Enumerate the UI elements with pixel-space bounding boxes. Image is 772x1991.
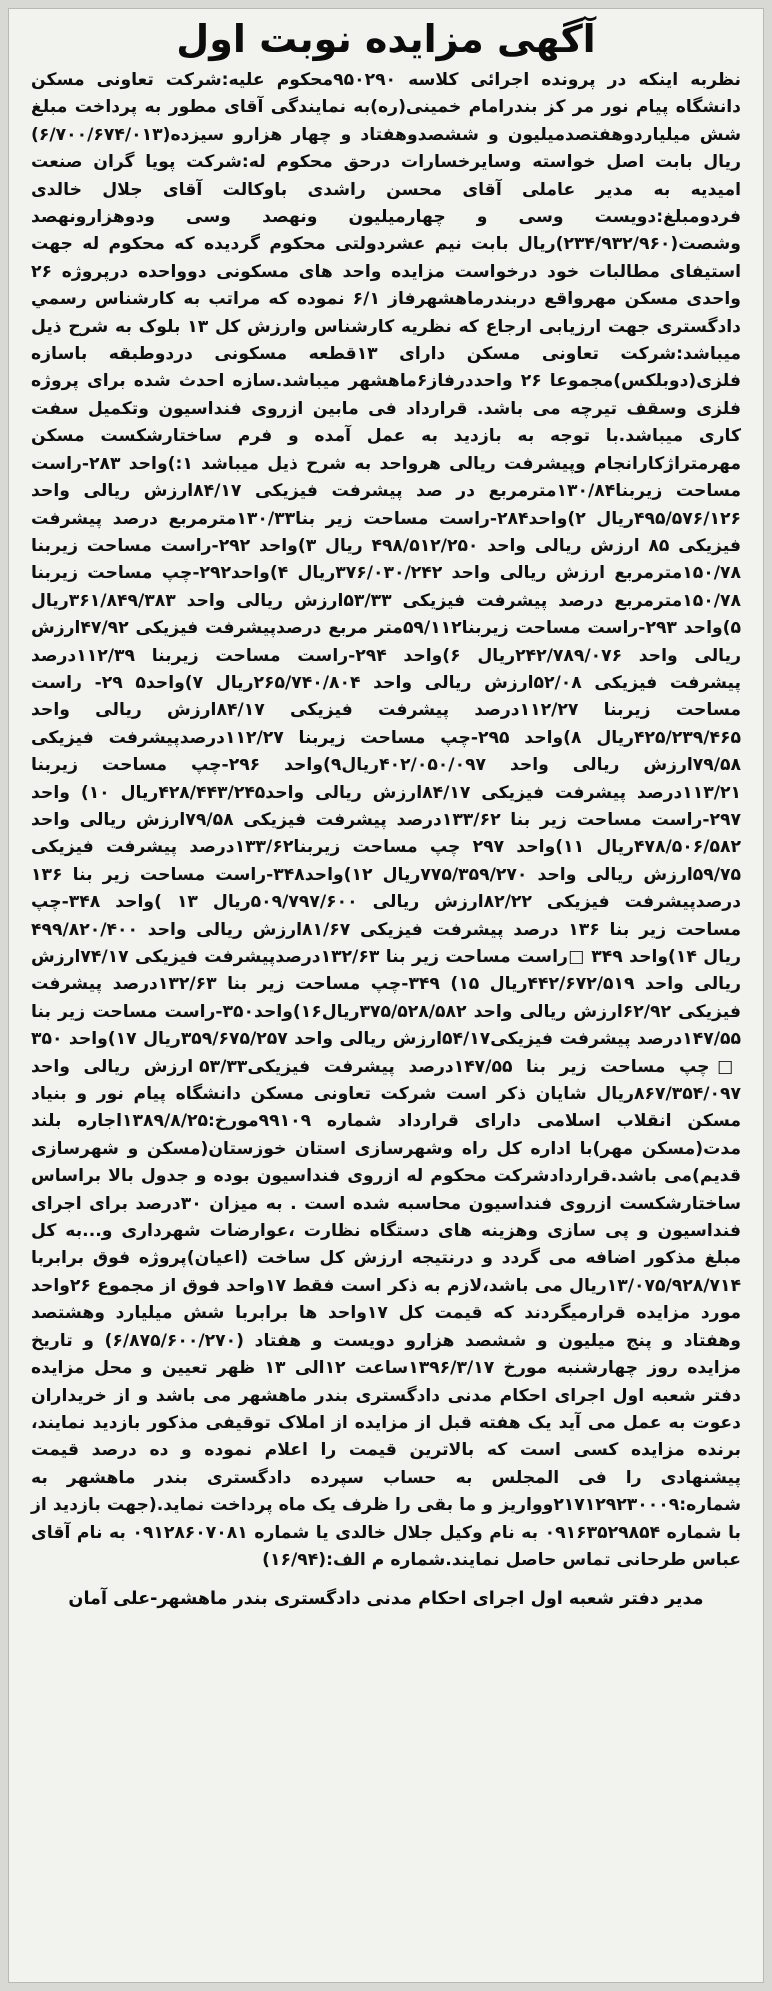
notice-title: آگهی مزایده نوبت اول — [176, 17, 596, 61]
newspaper-clipping — [8, 8, 764, 1983]
notice-body: نظربه اینکه در پرونده اجرائی کلاسه ۹۵۰۲۹۰محکوم علیه:شرکت تعاونی مسکن دانشگاه پیام نور مر کز بندرامام خمینی(ره)به نمایندگی آقای مطور به پرداخت مبلغ شش میلیاردوهفتصدمیلیون و ششصدوهفتاد و چهار هزارو سیزده(۶/۷۰۰/۶۷۴/۰۱۳) ریال بابت اصل خواسته وسایرخسارات درحق محکوم له:شرکت پویا گران صنعت امیدیه به مدیر عاملی آقای محسن راشدی باوکالت آقای جلال خالدی فردومبلغ:دویست وسی و چهارمیلیون ونهصد وسی ودوهزارونهصد وشصت(۲۳۴/۹۳۲/۹۶۰)ریال بابت نیم عشردولتی محکوم گردیده که محکوم له جهت استیفای مطالبات خود درخواست مزایده واحد های مسکونی دوواحده درپروژه ۲۶ واحدی مسکن مهرواقع دربندرماهشهرفاز ۶/۱ نموده که مراتب به کارشناس رسمي دادگستری جهت ارزیابی ارجاع که نظریه کارشناس وارزش کل ۱۳ بلوک به شرح ذیل میباشد:شرکت تعاونی مسکن دارای ۱۳قطعه مسکونی دردوطبقه باسازه فلزی(دوبلکس)مجموعا ۲۶ واحددرفاز۶ماهشهر میباشد.سازه احدث شده برای پروژه فلزی وسقف تیرچه می باشد. قرارداد فی مابین ازروی فنداسیون وتکمیل سفت کاری میباشد.با توجه به بازدید به عمل آمده و فرم ساختارشکست مسکن مهرمتراژکارانجام وپیشرفت ریالی هرواحد به شرح ذیل میباشد ۱:)واحد ۲۸۳-راست مساحت زیربنا۱۳۰/۸۴مترمربع در صد پیشرفت فیزیکی ۸۴/۱۷ارزش ریالی واحد ۴۹۵/۵۷۶/۱۲۶ریال ۲)واحد۲۸۴-راست مساحت زیر بنا۱۳۰/۳۳مترمربع درصد پیشرفت فیزیکی ۸۵ ارزش ریالی واحد ۴۹۸/۵۱۲/۲۵۰ ریال ۳)واحد ۲۹۲-راست مساحت زیربنا ۱۵۰/۷۸مترمربع ارزش ریالی واحد ۳۷۶/۰۳۰/۲۴۲ریال ۴)واحد۲۹۲-چپ مساحت زیربنا ۱۵۰/۷۸مترمربع درصد پیشرفت فیزیکی ۵۳/۳۳ارزش ریالی واحد ۳۶۱/۸۴۹/۳۸۳ریال ۵)واحد ۲۹۳-راست مساحت زیربنا۵۹/۱۱۲متر مربع درصدپیشرفت فیزیکی ۴۷/۹۲ارزش ریالی واحد ۲۴۲/۷۸۹/۰۷۶ریال ۶)واحد ۲۹۴-راست مساحت زیربنا ۱۱۲/۳۹درصد پیشرفت فیزیکی ۵۲/۰۸ارزش ریالی واحد ۲۶۵/۷۴۰/۸۰۴ریال ۷)واحد۵ ۲۹- راست مساحت زیربنا ۱۱۲/۲۷درصد پیشرفت فیزیکی ۸۴/۱۷ارزش ریالی واحد ۴۲۵/۲۳۹/۴۶۵ریال ۸)واحد ۲۹۵-چپ مساحت زیربنا ۱۱۲/۲۷درصدپیشرفت فیزیکی ۷۹/۵۸ارزش ریالی واحد ۴۰۲/۰۵۰/۰۹۷ریال۹)واحد ۲۹۶-چپ مساحت زیربنا ۱۱۳/۲۱درصد پیشرفت فیزیکی ۸۴/۱۷ارزش ریالی واحد۴۲۸/۴۴۳/۲۴۵ریال ۱۰) واحد ۲۹۷-راست مساحت زیر بنا ۱۳۳/۶۲درصد پیشرفت فیزیکی ۷۹/۵۸ارزش ریالی واحد ۴۷۸/۵۰۶/۵۸۲ریال ۱۱)واحد ۲۹۷ چپ مساحت زیربنا۱۳۳/۶۲درصد پیشرفت فیزیکی ۵۹/۷۵ارزش ریالی واحد ۷۷۵/۳۵۹/۲۷۰ریال ۱۲)واحد۳۴۸-راست مساحت زیر بنا ۱۳۶ درصدپیشرفت فیزیکی ۸۲/۲۲ارزش ریالی ۵۰۹/۷۹۷/۶۰۰ریال ۱۳ )واحد ۳۴۸-چپ مساحت زیر بنا ۱۳۶ درصد پیشرفت فیزیکی ۸۱/۶۷ارزش ریالی واحد ۴۹۹/۸۲۰/۴۰۰ ریال ۱۴)واحد ۳۴۹ □راست مساحت زیر بنا ۱۳۲/۶۳درصدپیشرفت فیزیکی ۷۴/۱۷ارزش ریالی واحد ۴۴۲/۶۷۲/۵۱۹ریال ۱۵) ۳۴۹-چپ مساحت زیر بنا ۱۳۲/۶۳درصد پیشرفت فیزیکی ۶۲/۹۲ارزش ریالی واحد ۳۷۵/۵۲۸/۵۸۲ریال۱۶)واحد۳۵۰-راست مساحت زیر بنا ۱۴۷/۵۵درصد پیشرفت فیزیکی۵۴/۱۷ارزش ریالی واحد ۳۵۹/۶۷۵/۲۵۷ریال ۱۷)واحد ۳۵۰ □چپ مساحت زیر بنا ۱۴۷/۵۵درصد پیشرفت فیزیکی۵۳/۳۳ ارزش ریالی واحد ۸۶۷/۳۵۴/۰۹۷ریال شایان ذکر است شرکت تعاونی مسکن دانشگاه پیام نور و بنیاد مسکن انقلاب اسلامی دارای قرارداد شماره ۹۹۱۰۹مورخ:۱۳۸۹/۸/۲۵اجاره بلند مدت(مسکن مهر)با اداره کل راه وشهرسازی استان خوزستان(مسکن و شهرسازی قدیم)می باشد.قراردادشرکت محکوم له ازروی فنداسیون بوده و جدول بالا براساس ساختارشکست ازروی فنداسیون محاسبه شده است . به میزان ۳۰درصد برای اجرای فنداسیون و پی سازی وهزینه های دستگاه نظارت ،عوارضات شهرداری و...به کل مبلغ مذکور اضافه می گردد و درنتیجه ارزش کل ساخت (اعیان)پروژه فوق برابربا ۱۳/۰۷۵/۹۲۸/۷۱۴ریال می باشد،لازم به ذکر است فقط ۱۷واحد فوق از مجموع ۲۶واحد مورد مزایده قرارمیگردند که قیمت کل ۱۷واحد ها برابربا شش میلیارد وهشتصد وهفتاد و پنج میلیون و ششصد هزارو دویست و هفتاد (۶/۸۷۵/۶۰۰/۲۷۰) و تاریخ مزایده روز چهارشنبه مورخ ۱۳۹۶/۳/۱۷ساعت ۱۲الی ۱۳ ظهر تعیین و محل مزایده دفتر شعبه اول اجرای احکام مدنی دادگستری بندر ماهشهر می باشد و از خریداران دعوت به عمل می آید یک هفته قبل از مزایده از املاک توقیفی مذکور بازدید نمایند، برنده مزایده کسی است که بالاترین قیمت را اعلام نموده و ده درصد قیمت پیشنهادی را فی المجلس به حساب سپرده دادگستری بندر ماهشهر به شماره:۲۱۷۱۲۹۲۳۰۰۰۹وواریز و ما بقی را ظرف یک ماه پرداخت نماید.(جهت بازدید از با شماره ۰۹۱۶۳۵۲۹۸۵۴ به نام وکیل جلال خالدی یا شماره ۰۹۱۲۸۶۰۷۰۸۱ به نام آقای عباس طرحانی تماس حاصل نمایند.شماره م الف:(۱۶/۹۴) — [31, 70, 742, 1570]
notice-signature: مدیر دفتر شعبه اول اجرای احکام مدنی دادگستری بندر ماهشهر-علی آمان — [68, 1589, 704, 1610]
